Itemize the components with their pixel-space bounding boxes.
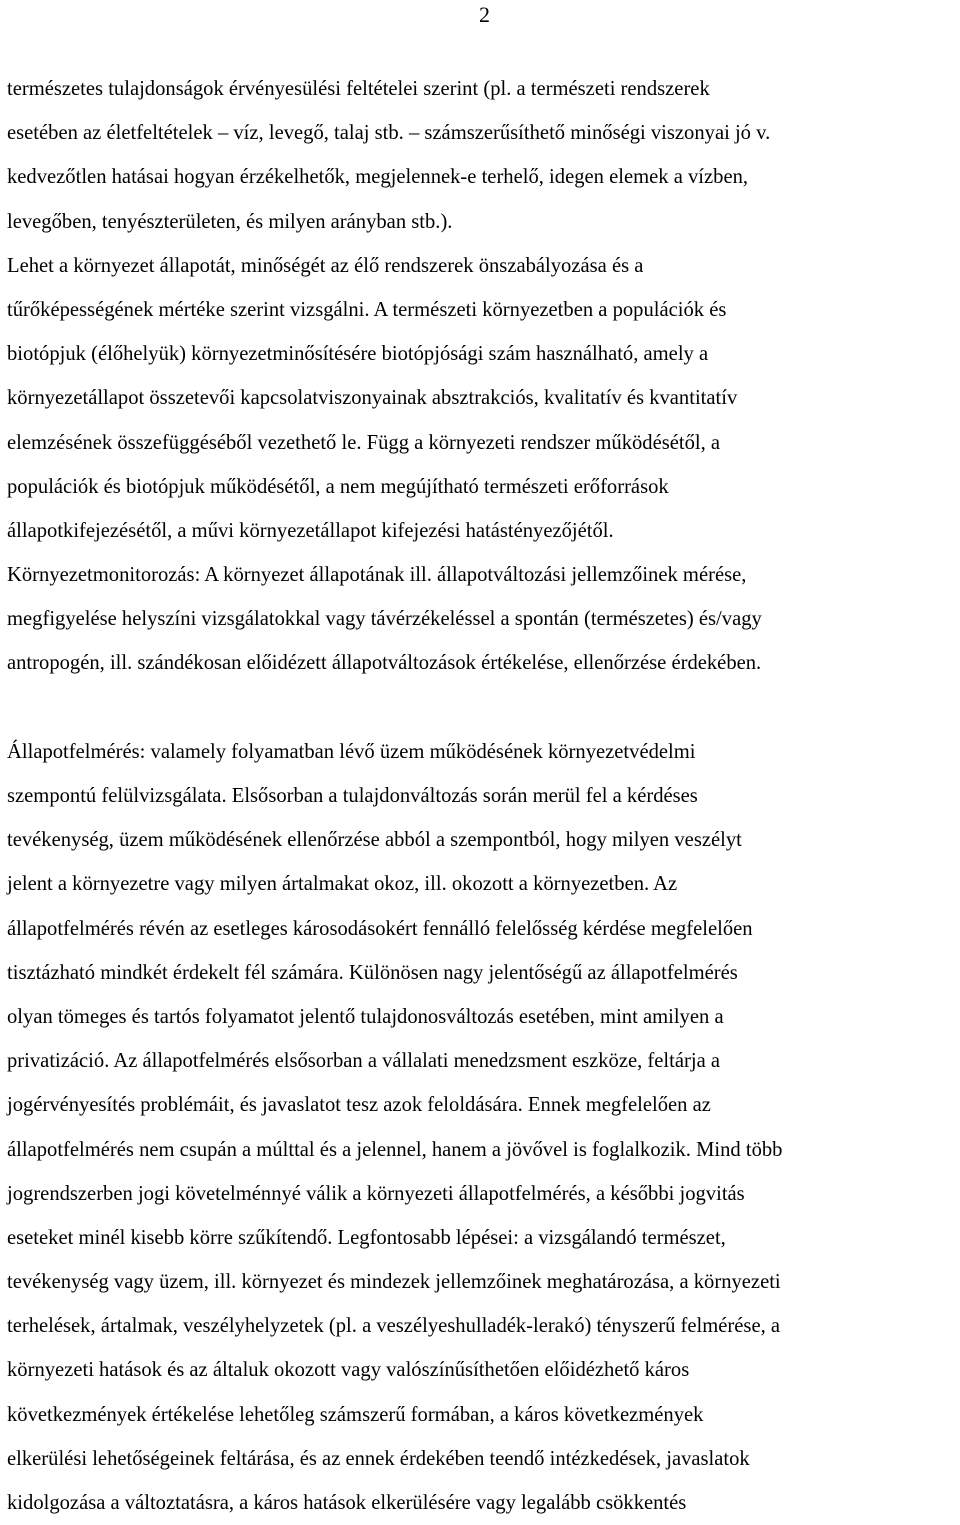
text-line: környezeti hatások és az általuk okozott vagy valószínűsíthetően előidézhető káros	[7, 1359, 690, 1382]
text-line: kidolgozása a változtatásra, a káros hatások elkerülésére vagy legalább csökkentés	[7, 1492, 687, 1514]
text-line: tevékenység, üzem működésének ellenőrzése abból a szempontból, hogy milyen veszélyt	[7, 829, 742, 852]
text-line: Környezetmonitorozás: A környezet állapotának ill. állapotváltozási jellemzőinek mérése,	[7, 564, 747, 587]
text-line: állapotfelmérés révén az esetleges károsodásokért fennálló felelősség kérdése megfelelően	[7, 917, 753, 940]
text-line: szempontú felülvizsgálata. Elsősorban a tulajdonváltozás során merül fel a kérdéses	[7, 785, 698, 807]
text-line: következmények értékelése lehetőleg számszerű formában, a káros következmények	[7, 1403, 704, 1426]
text-line: állapotkifejezésétől, a művi környezetállapot kifejezési hatástényezőjétől.	[7, 519, 614, 542]
text-line: elemzésének összefüggéséből vezethető le. Függ a környezeti rendszer működésétől, a	[7, 431, 721, 454]
text-line: állapotfelmérés nem csupán a múlttal és a jelennel, hanem a jövővel is foglalkozik. Mind több	[7, 1138, 783, 1161]
text-line: privatizáció. Az állapotfelmérés elsősorban a vállalati menedzsment eszköze, feltárja a	[7, 1050, 721, 1073]
text-line: természetes tulajdonságok érvényesülési feltételei szerint (pl. a természeti rendszerek	[7, 78, 710, 100]
text-line: jogérvényesítés problémáit, és javaslatot tesz azok feloldására. Ennek megfelelően az	[7, 1094, 711, 1117]
text-line: esetében az életfeltételek – víz, levegő, talaj stb. – számszerűsíthető minőségi viszonyai jó v.	[7, 122, 771, 145]
page-number: 2	[479, 2, 490, 27]
text-line: olyan tömeges és tartós folyamatot jelentő tulajdonosváltozás esetében, mint amilyen a	[7, 1005, 724, 1028]
text-line: antropogén, ill. szándékosan előidézett állapotváltozások értékelése, ellenőrzése érdekében.	[7, 652, 762, 675]
text-line: környezetállapot összetevői kapcsolatviszonyainak absztrakciós, kvalitatív és kvantitatív	[7, 387, 738, 410]
paragraph-2	[7, 730, 957, 1525]
text-line: eseteket minél kisebb körre szűkítendő. Legfontosabb lépései: a vizsgálandó természet,	[7, 1226, 726, 1249]
text-line: jogrendszerben jogi követelménnyé válik a környezeti állapotfelmérés, a későbbi jogvitás	[7, 1182, 745, 1205]
text-line: levegőben, tenyészterületen, és milyen arányban stb.).	[7, 210, 453, 233]
text-line: tűrőképességének mértéke szerint vizsgálni. A természeti környezetben a populációk és	[7, 298, 727, 321]
text-line: elkerülési lehetőségeinek feltárása, és az ennek érdekében teendő intézkedések, javaslatok	[7, 1447, 750, 1470]
text-line: Lehet a környezet állapotát, minőségét az élő rendszerek önszabályozása és a	[7, 254, 644, 277]
paragraph-1	[7, 67, 957, 686]
text-line: Állapotfelmérés: valamely folyamatban lévő üzem működésének környezetvédelmi	[7, 740, 696, 763]
text-line: megfigyelése helyszíni vizsgálatokkal vagy távérzékeléssel a spontán (természetes) és/vagy	[7, 608, 762, 631]
text-line: biotópjuk (élőhelyük) környezetminősítésére biotópjósági szám használható, amely a	[7, 343, 709, 366]
text-line: populációk és biotópjuk működésétől, a nem megújítható természeti erőforrások	[7, 475, 669, 498]
text-line: jelent a környezetre vagy milyen ártalmakat okoz, ill. okozott a környezetben. Az	[7, 873, 678, 896]
paragraph-gap	[7, 686, 957, 730]
text-line: terhelések, ártalmak, veszélyhelyzetek (pl. a veszélyeshulladék-lerakó) tényszerű felmérése, a	[7, 1315, 781, 1338]
text-line: tisztázható mindkét érdekelt fél számára. Különösen nagy jelentőségű az állapotfelmérés	[7, 961, 738, 984]
text-line: tevékenység vagy üzem, ill. környezet és mindezek jellemzőinek meghatározása, a környezeti	[7, 1271, 781, 1294]
document-body	[7, 67, 957, 1525]
text-line: kedvezőtlen hatásai hogyan érzékelhetők, megjelennek-e terhelő, idegen elemek a vízben,	[7, 166, 749, 189]
